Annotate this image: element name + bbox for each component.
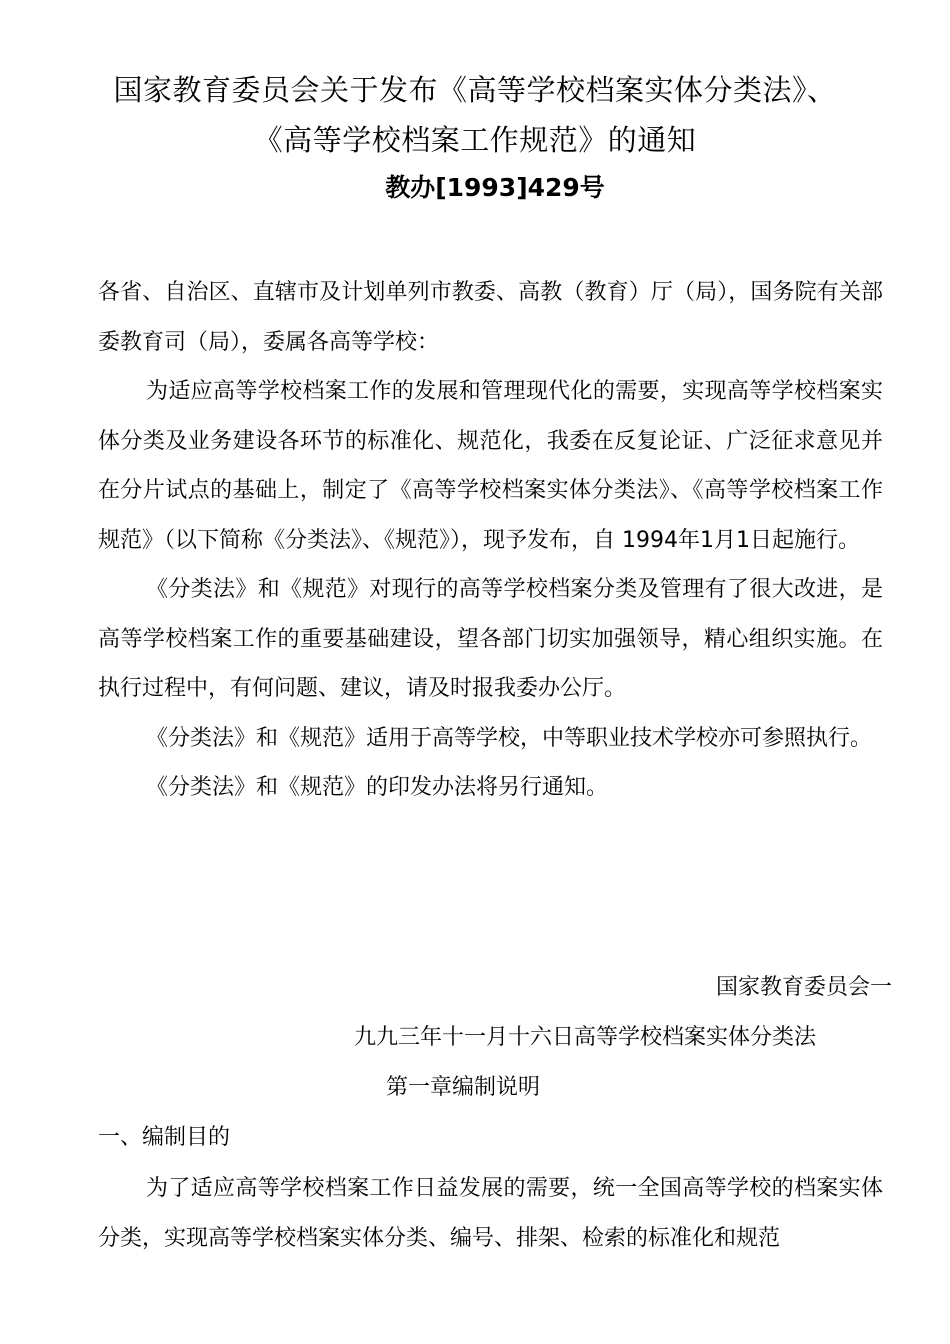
signature-date-and-title: 九九三年十一月十六日高等学校档案实体分类法 <box>354 1025 817 1050</box>
title-line-2: 《高等学校档案工作规范》的通知 <box>253 123 697 157</box>
paragraph-compile-purpose: 为了适应高等学校档案工作日益发展的需要，统一全国高等学校的档案实体分类，实现高等学校档案实体分类、编号、排架、检索的标准化和规范 <box>98 1176 883 1251</box>
signature-org: 国家教育委员会一 <box>715 975 892 1000</box>
paragraph-scope: 《分类法》和《规范》适用于高等学校，中等职业技术学校亦可参照执行。 <box>146 725 873 751</box>
section-body <box>98 1164 883 1263</box>
salutation: 各省、自治区、直辖市及计划单列市教委、高教（教育）厅（局），国务院有关部委教育司（局），委属各高等学校： <box>98 280 883 355</box>
paragraph-importance: 《分类法》和《规范》对现行的高等学校档案分类及管理有了很大改进，是高等学校档案工作的重要基础建设，望各部门切实加强领导，精心组织实施。在执行过程中，有何问题、建议，请及时报我委办公厅。 <box>98 577 883 701</box>
paragraph-purpose: 为适应高等学校档案工作的发展和管理现代化的需要，实现高等学校档案实体分类及业务建设各环节的标准化、规范化，我委在反复论证、广泛征求意见并在分片试点的基础上，制定了《高等学校档案实体分类法》、《高等学校档案工作规范》（以下简称《分类法》、《规范》），现予发布，自 1994年1月1日起施行。 <box>98 379 883 553</box>
paragraph-distribution: 《分类法》和《规范》的印发办法将另行通知。 <box>146 775 609 800</box>
chapter-heading: 第一章编制说明 <box>386 1075 541 1100</box>
notice-body <box>98 268 883 813</box>
document-number: 教办[1993]429号 <box>385 173 605 202</box>
title-line-1: 国家教育委员会关于发布《高等学校档案实体分类法》、 <box>113 73 837 107</box>
section-heading: 一、编制目的 <box>98 1125 231 1150</box>
